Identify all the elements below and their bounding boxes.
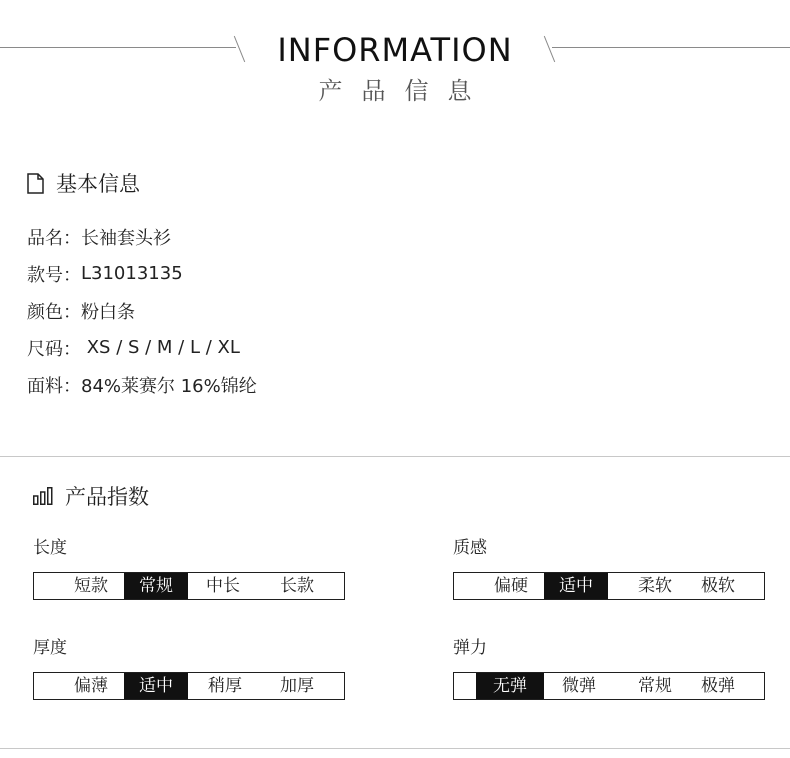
scale-option: 中长 bbox=[206, 576, 240, 596]
scale-title: 质感 bbox=[453, 538, 487, 558]
product-index-heading bbox=[33, 481, 149, 511]
scale-bar bbox=[33, 572, 345, 600]
info-row-name bbox=[27, 218, 257, 255]
scale-option: 稍厚 bbox=[208, 676, 242, 696]
scale-option: 适中 bbox=[544, 573, 608, 599]
info-label: 款号： bbox=[27, 264, 81, 286]
info-row-fabric bbox=[27, 366, 257, 403]
basic-info-title: 基本信息 bbox=[56, 172, 140, 196]
document-icon bbox=[27, 173, 44, 194]
scale-option: 偏硬 bbox=[494, 576, 528, 596]
info-value: 长袖套头衫 bbox=[81, 227, 171, 249]
scale-option: 柔软 bbox=[638, 576, 672, 596]
info-value: XS / S / M / L / XL bbox=[81, 337, 240, 358]
scale-option: 偏薄 bbox=[74, 676, 108, 696]
scale-length bbox=[33, 536, 345, 600]
info-row-size bbox=[27, 329, 257, 366]
scale-option: 无弹 bbox=[476, 673, 544, 699]
basic-info-list bbox=[27, 218, 257, 403]
scale-option: 加厚 bbox=[280, 676, 314, 696]
scale-option: 极弹 bbox=[701, 676, 735, 696]
section-divider-bottom bbox=[0, 748, 790, 749]
info-value: L31013135 bbox=[81, 263, 183, 284]
info-label: 品名： bbox=[27, 227, 81, 249]
scale-option: 常规 bbox=[638, 676, 672, 696]
scale-elasticity bbox=[453, 636, 765, 700]
scale-title: 长度 bbox=[33, 538, 67, 558]
page-title: INFORMATION bbox=[277, 31, 513, 69]
bar-chart-icon bbox=[33, 487, 53, 505]
info-value: 84%莱赛尔 16%锦纶 bbox=[81, 375, 257, 397]
scale-option: 极软 bbox=[701, 576, 735, 596]
scale-option: 短款 bbox=[74, 576, 108, 596]
section-divider bbox=[0, 456, 790, 457]
info-label: 尺码： bbox=[27, 338, 81, 360]
scale-option: 微弹 bbox=[562, 676, 596, 696]
product-index-title: 产品指数 bbox=[65, 485, 149, 509]
scale-option: 常规 bbox=[124, 573, 188, 599]
scale-title: 厚度 bbox=[33, 638, 67, 658]
info-label: 颜色： bbox=[27, 301, 81, 323]
info-value: 粉白条 bbox=[81, 301, 135, 323]
info-label: 面料： bbox=[27, 375, 81, 397]
scale-bar bbox=[453, 672, 765, 700]
scale-title: 弹力 bbox=[453, 638, 487, 658]
scale-bar bbox=[33, 672, 345, 700]
info-row-color bbox=[27, 292, 257, 329]
scale-bar bbox=[453, 572, 765, 600]
scale-option: 适中 bbox=[124, 673, 188, 699]
scale-texture bbox=[453, 536, 765, 600]
info-row-style-number bbox=[27, 255, 257, 292]
page-subtitle: 产品信息 bbox=[318, 77, 491, 105]
basic-info-heading bbox=[27, 168, 140, 198]
scale-option: 长款 bbox=[280, 576, 314, 596]
scale-thickness bbox=[33, 636, 345, 700]
